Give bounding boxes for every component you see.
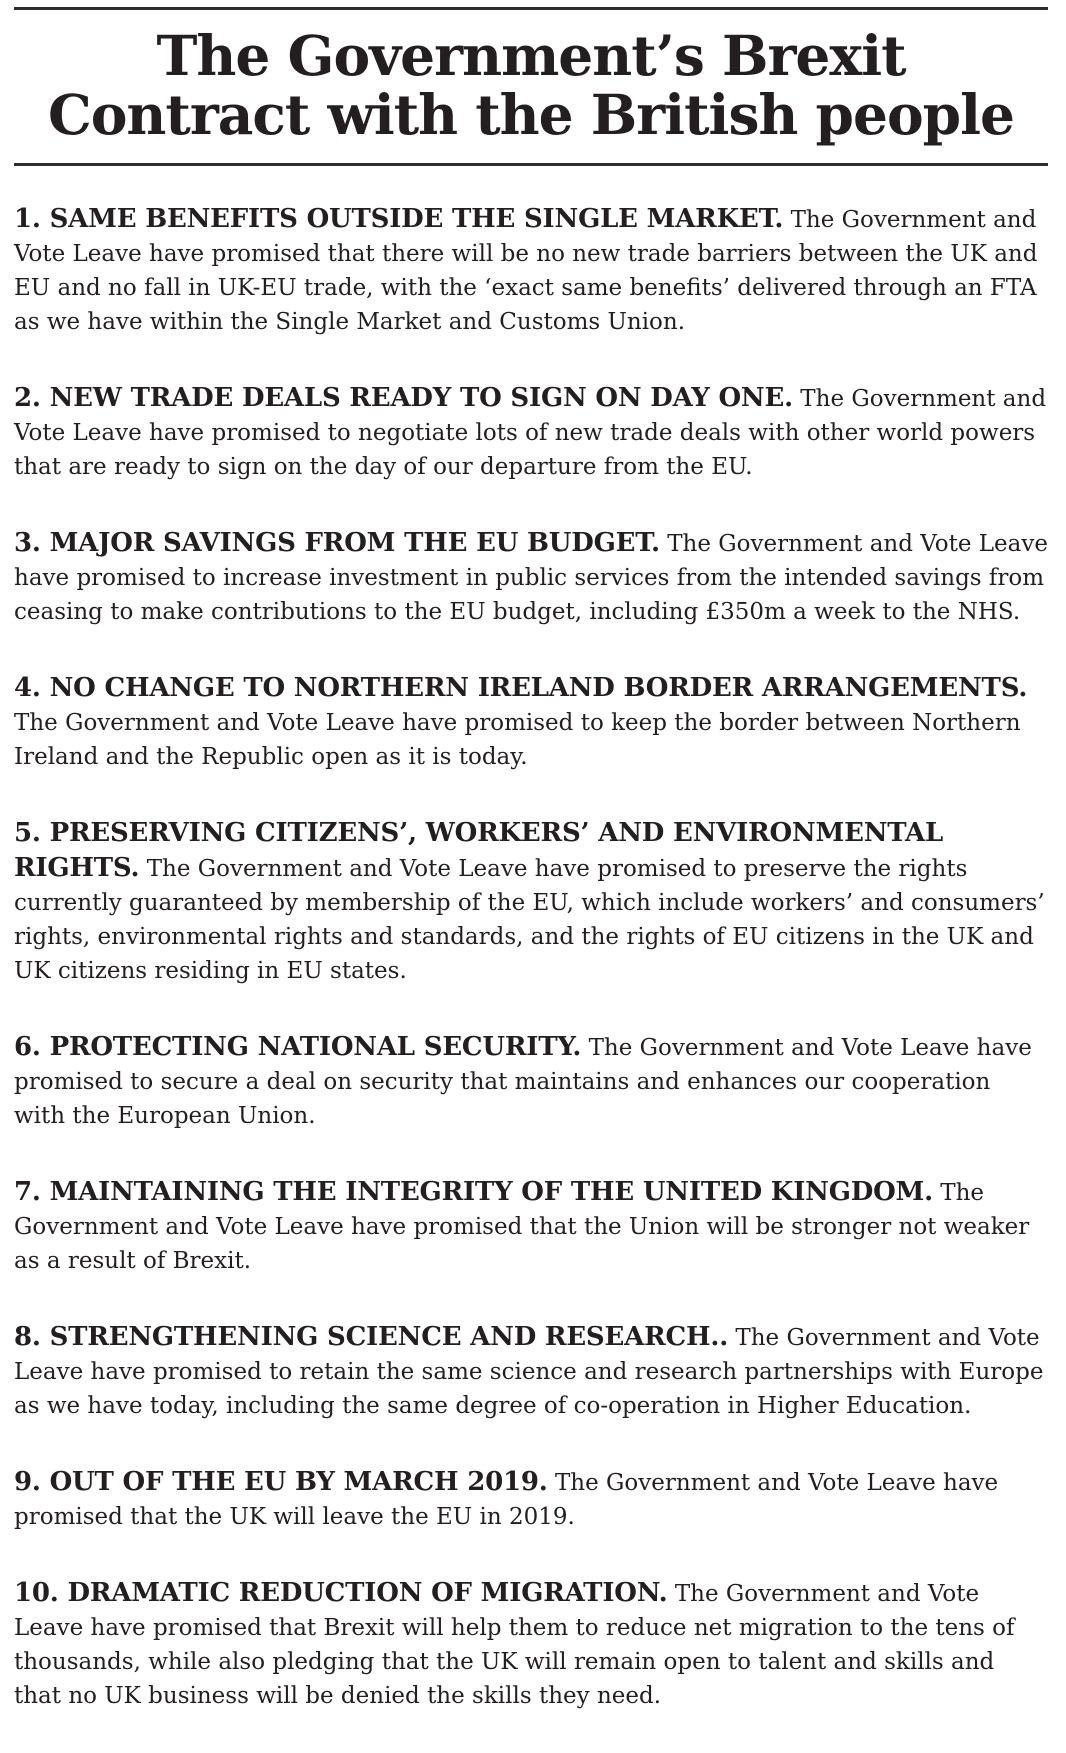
section-heading: 1. SAME BENEFITS OUTSIDE THE SINGLE MARKET. <box>14 203 784 234</box>
page-title-line-1: The Government’s Brexit <box>156 23 906 88</box>
contract-section <box>14 671 1048 774</box>
page-title <box>14 23 1048 148</box>
section-heading: 6. PROTECTING NATIONAL SECURITY. <box>14 1031 582 1062</box>
contract-section <box>14 1576 1048 1713</box>
section-heading: 10. DRAMATIC REDUCTION OF MIGRATION. <box>14 1577 668 1608</box>
contract-section <box>14 381 1048 484</box>
page-title-line-2: Contract with the British people <box>47 82 1015 148</box>
section-body: The Government and Vote Leave have promised to keep the border between Northern Ireland and the Republic open as it is today. <box>14 709 1021 770</box>
section-body: The Government and Vote Leave have promised that the UK will leave the EU in 2019. <box>14 1469 999 1530</box>
contract-sections-list <box>14 166 1048 1713</box>
section-body: The Government and Vote Leave have promised that there will be no new trade barriers between the UK and EU and no fall in UK-EU trade, with the ‘exact same benefits’ delivered through an FTA as we have within the Single Market and Customs Union. <box>14 206 1038 335</box>
section-heading: 7. MAINTAINING THE INTEGRITY OF THE UNITED KINGDOM. <box>14 1176 933 1207</box>
contract-section <box>14 526 1048 629</box>
section-body: The Government and Vote Leave have promised to increase investment in public services from the intended savings from ceasing to make contributions to the EU budget, including £350m a week to the NHS. <box>14 530 1048 625</box>
section-heading: 5. PRESERVING CITIZENS’, WORKERS’ AND ENVIRONMENTAL RIGHTS. <box>14 817 944 883</box>
section-body: The Government and Vote Leave have promised to retain the same science and research partnerships with Europe as we have today, including the same degree of co-operation in Higher Education. <box>14 1324 1044 1419</box>
section-body: The Government and Vote Leave have promised to preserve the rights currently guaranteed by membership of the EU, which include workers’ and consumers’ rights, environmental rights and standards, and the rights of EU citizens in the UK and UK citizens residing in EU states. <box>14 855 1045 984</box>
section-heading: 8. STRENGTHENING SCIENCE AND RESEARCH.. <box>14 1321 729 1352</box>
section-heading: 3. MAJOR SAVINGS FROM THE EU BUDGET. <box>14 527 660 558</box>
contract-section <box>14 1175 1048 1278</box>
top-rule <box>14 7 1048 10</box>
contract-section <box>14 202 1048 339</box>
section-body: The Government and Vote Leave have promised to negotiate lots of new trade deals with other world powers that are ready to sign on the day of our departure from the EU. <box>14 385 1047 480</box>
section-body: The Government and Vote Leave have promised to secure a deal on security that maintains and enhances our cooperation with the European Union. <box>14 1034 1032 1129</box>
section-body: The Government and Vote Leave have promised that the Union will be stronger not weaker as a result of Brexit. <box>14 1179 1030 1274</box>
contract-section <box>14 1465 1048 1534</box>
contract-section <box>14 1320 1048 1423</box>
section-heading: 4. NO CHANGE TO NORTHERN IRELAND BORDER ARRANGEMENTS. <box>14 672 1028 703</box>
section-body: The Government and Vote Leave have promised that Brexit will help them to reduce net migration to the tens of thousands, while also pledging that the UK will remain open to talent and skills and that no UK business will be denied the skills they need. <box>14 1580 1015 1709</box>
contract-section <box>14 1030 1048 1133</box>
contract-section <box>14 816 1048 988</box>
section-heading: 2. NEW TRADE DEALS READY TO SIGN ON DAY ONE. <box>14 382 793 413</box>
section-heading: 9. OUT OF THE EU BY MARCH 2019. <box>14 1466 548 1497</box>
document-page <box>0 7 1066 1753</box>
